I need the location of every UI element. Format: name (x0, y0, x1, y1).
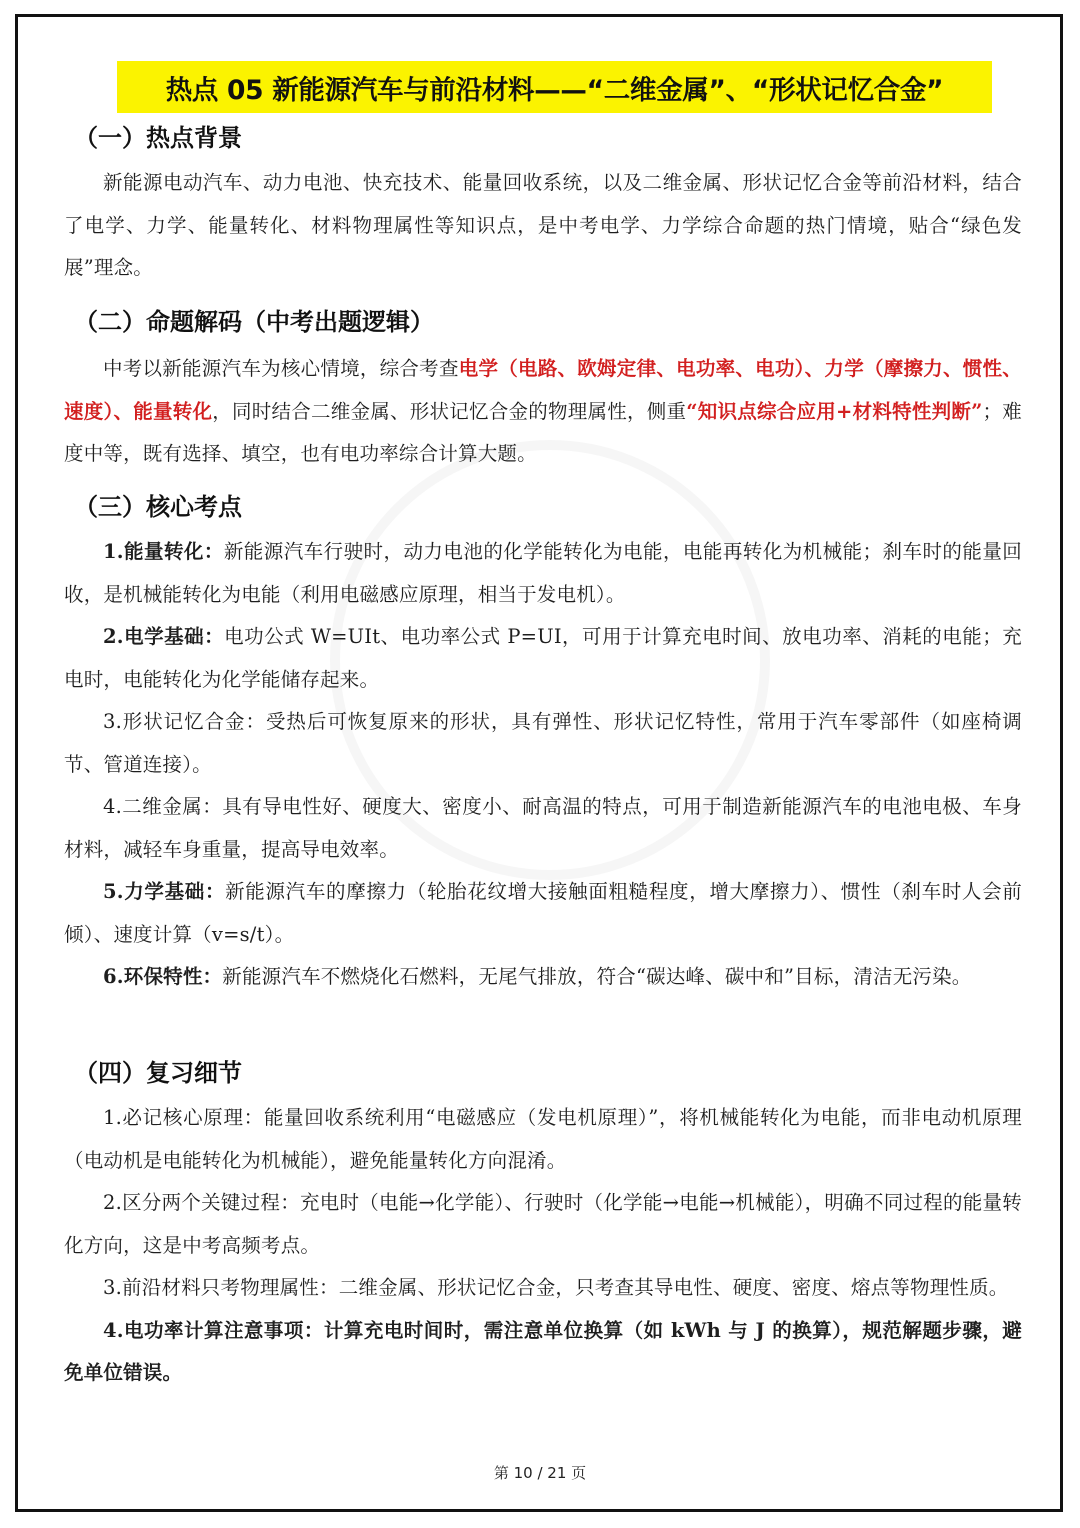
review-item: 1.必记核心原理：能量回收系统利用“电磁感应（发电机原理）”，将机械能转化为电能，而非电动机原理（电动机是电能转化为机械能），避免能量转化方向混淆。 (64, 1106, 1022, 1172)
item-lead: 1.能量转化： (103, 540, 224, 563)
emphasis-text: “知识点综合应用+材料特性判断” (686, 399, 983, 423)
item-lead: 2.电学基础： (103, 625, 225, 648)
core-point-item (64, 871, 1022, 956)
item-text: 受热后可恢复原来的形状，具有弹性、形状记忆特性，常用于汽车零部件（如座椅调节、管道连接）。 (64, 710, 1023, 776)
section-proposition-decoding (64, 302, 1022, 476)
item-lead: 5.力学基础： (103, 880, 226, 903)
text: ；难度中等，既有选择、填空，也有电功率综合计算大题。 (64, 399, 1022, 465)
paragraph: 新能源电动汽车、动力电池、快充技术、能量回收系统，以及二维金属、形状记忆合金等前沿材料，结合了电学、力学、能量转化、材料物理属性等知识点，是中考电学、力学综合命题的热门情境，贴合“绿色发展”理念。 (64, 171, 1022, 279)
emphasis-text: 电学（电路、欧姆定律、电功率、电功）、力学（摩擦力、惯性、速度）、能量转化 (64, 357, 1022, 423)
section-core-points (64, 487, 1022, 999)
section-heading: （三）核心考点 (74, 493, 242, 521)
core-point-item (64, 956, 1022, 999)
core-point-item (64, 786, 1022, 871)
review-item-emphasis: 4.电功率计算注意事项：计算充电时间时，需注意单位换算（如 kWh 与 J 的换算），规范解题步骤，避免单位错误。 (64, 1318, 1022, 1384)
review-item: 2.区分两个关键过程：充电时（电能→化学能）、行驶时（化学能→电能→机械能），明确不同过程的能量转化方向，这是中考高频考点。 (64, 1191, 1022, 1257)
review-item: 3.前沿材料只考物理属性：二维金属、形状记忆合金，只考查其导电性、硬度、密度、熔点等物理性质。 (103, 1276, 1009, 1299)
text: 中考以新能源汽车为核心情境，综合考查 (103, 357, 459, 380)
page-title: 热点 05 新能源汽车与前沿材料——“二维金属”、“形状记忆合金” (117, 61, 992, 113)
item-text: 新能源汽车行驶时，动力电池的化学能转化为电能，电能再转化为机械能；刹车时的能量回收，是机械能转化为电能（利用电磁感应原理，相当于发电机）。 (64, 540, 1022, 606)
item-lead: 3.形状记忆合金： (103, 710, 266, 733)
paragraph (64, 348, 1022, 476)
core-point-item (64, 701, 1022, 786)
page-number: 第 10 / 21 页 (493, 1464, 587, 1482)
core-point-item (64, 531, 1022, 616)
item-lead: 4.二维金属： (103, 795, 223, 818)
core-point-item (64, 616, 1022, 701)
section-hotspot-background (64, 118, 1022, 290)
item-text: 具有导电性好、硬度大、密度小、耐高温的特点，可用于制造新能源汽车的电池电极、车身材料，减轻车身重量，提高导电效率。 (64, 795, 1022, 861)
item-lead: 6.环保特性： (103, 965, 223, 988)
section-heading: （四）复习细节 (74, 1059, 242, 1087)
text: ，同时结合二维金属、形状记忆合金的物理属性，侧重 (212, 399, 687, 423)
section-review-details (64, 1053, 1022, 1395)
item-text: 电功公式 W=UIt、电功率公式 P=UI，可用于计算充电时间、放电功率、消耗的电能；充电时，电能转化为化学能储存起来。 (64, 625, 1022, 691)
item-text: 新能源汽车不燃烧化石燃料，无尾气排放，符合“碳达峰、碳中和”目标，清洁无污染。 (222, 965, 972, 988)
section-heading: （一）热点背景 (74, 124, 242, 152)
item-text: 新能源汽车的摩擦力（轮胎花纹增大接触面粗糙程度，增大摩擦力）、惯性（刹车时人会前倾）、速度计算（v=s/t）。 (64, 880, 1022, 946)
section-heading: （二）命题解码（中考出题逻辑） (74, 308, 434, 336)
